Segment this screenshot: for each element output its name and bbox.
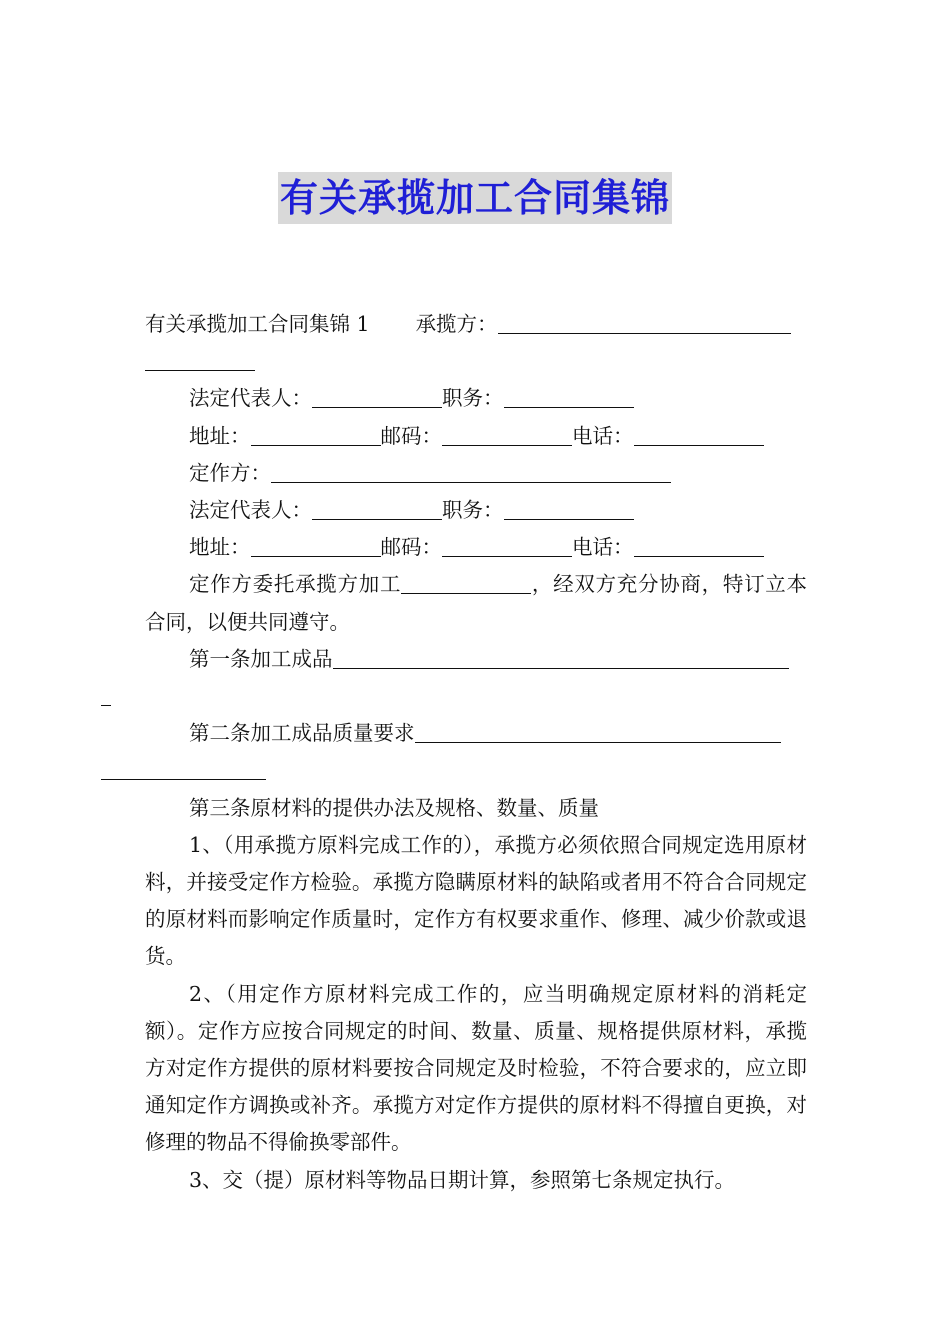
heading-1: 有关承揽加工合同集锦 1: [145, 312, 370, 336]
entrust-blank: [401, 569, 531, 594]
article-1-blank-cont: [101, 681, 111, 706]
phone-blank: [634, 532, 764, 557]
article-3: 第三条原材料的提供办法及规格、数量、质量: [189, 795, 599, 820]
entrust-paragraph: [145, 566, 807, 640]
document-title: 有关承揽加工合同集锦: [278, 172, 672, 224]
address-blank: [251, 532, 381, 557]
legal-rep-blank: [312, 495, 442, 520]
article-2-blank: [415, 718, 781, 743]
legal-rep-label: 法定代表人：: [189, 386, 312, 411]
contractor-rep-line: [145, 380, 807, 417]
orderer-rep-line: [145, 492, 807, 529]
contractor-blank-cont: [145, 346, 255, 371]
postcode-label: 邮码：: [380, 423, 442, 448]
phone-label: 电话：: [572, 423, 634, 448]
document-body: [145, 306, 807, 1199]
legal-rep-label: 法定代表人：: [189, 498, 312, 523]
contractor-label: 承揽方：: [415, 312, 498, 336]
postcode-label: 邮码：: [380, 535, 442, 560]
position-blank: [504, 383, 634, 408]
orderer-address-line: [145, 529, 807, 566]
article-2-blank-cont: [101, 755, 266, 780]
clause-1: 1、（用承揽方原料完成工作的），承揽方必须依照合同规定选用原材料，并接受定作方检验。承揽方隐瞒原材料的缺陷或者用不符合合同规定的原材料而影响定作质量时，定作方有权要求重作、修理、减少价款或退货。: [145, 832, 807, 969]
phone-blank: [634, 421, 764, 446]
document-title-block: [0, 172, 950, 224]
article-1: [145, 641, 807, 715]
contractor-address-line: [145, 418, 807, 455]
position-label: 职务：: [442, 498, 504, 523]
phone-label: 电话：: [572, 535, 634, 560]
orderer-blank: [271, 458, 671, 483]
address-blank: [251, 421, 381, 446]
orderer-label: 定作方：: [189, 460, 271, 485]
address-label: 地址：: [189, 535, 251, 560]
entrust-text: 定作方委托承揽方加工: [189, 572, 402, 597]
address-label: 地址：: [189, 423, 251, 448]
contractor-line: [145, 306, 807, 380]
postcode-blank: [442, 532, 572, 557]
article-2-text: 第二条加工成品质量要求: [189, 721, 415, 746]
position-blank: [504, 495, 634, 520]
legal-rep-blank: [312, 383, 442, 408]
orderer-line: [145, 455, 807, 492]
position-label: 职务：: [442, 386, 504, 411]
entrust-text-end: ，经双方充分协商，特订立本合同，以便共同遵守。: [145, 572, 808, 634]
contractor-blank: [498, 309, 791, 334]
article-1-text: 第一条加工成品: [189, 646, 333, 671]
article-1-blank: [333, 644, 789, 669]
article-2: [145, 715, 807, 789]
postcode-blank: [442, 421, 572, 446]
clause-2: 2、（用定作方原材料完成工作的，应当明确规定原材料的消耗定额）。定作方应按合同规定的时间、数量、质量、规格提供原材料，承揽方对定作方提供的原材料要按合同规定及时检验，不符合要求的，应立即通知定作方调换或补齐。承揽方对定作方提供的原材料不得擅自更换，对修理的物品不得偷换零部件。: [145, 981, 807, 1155]
clause-3: 3、交（提）原材料等物品日期计算，参照第七条规定执行。: [189, 1167, 736, 1192]
